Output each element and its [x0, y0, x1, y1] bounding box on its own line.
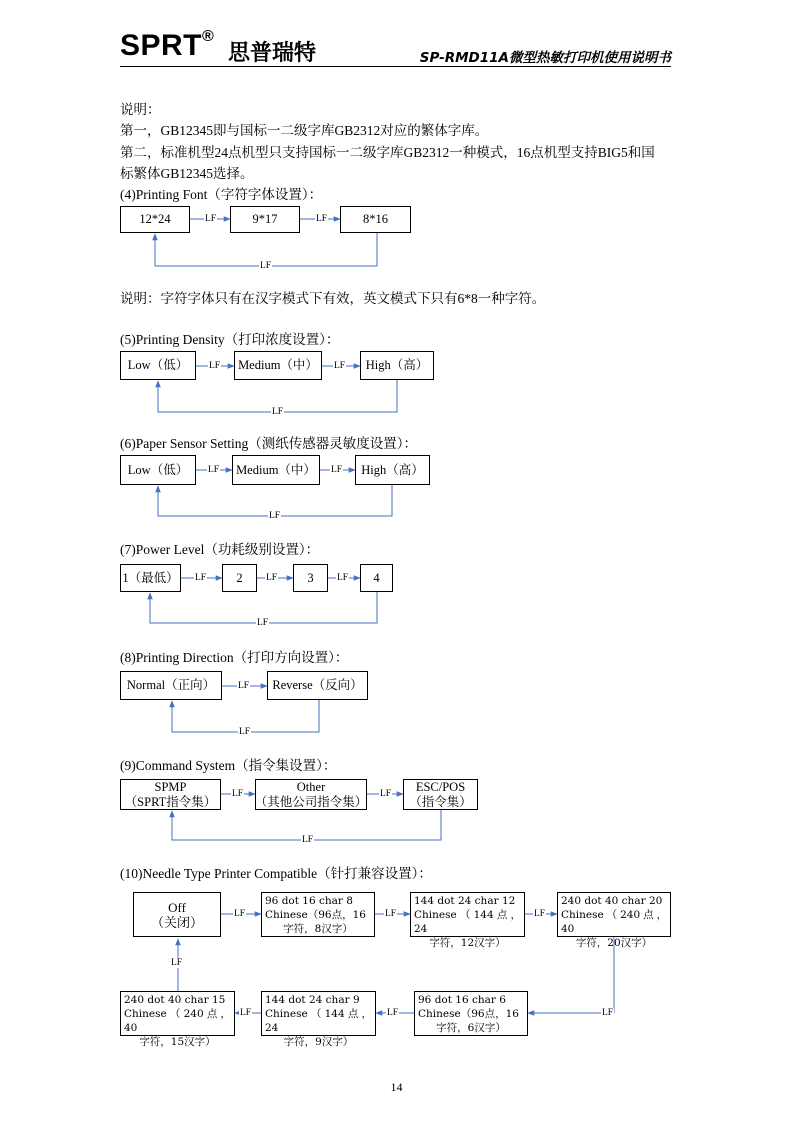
intro-line: 标繁体GB12345选择。	[120, 166, 254, 181]
sensor-option-low: Low（低）	[120, 455, 196, 485]
box-line: 字符，15汉字）	[139, 1036, 216, 1048]
lf-label: LF	[239, 727, 251, 737]
lf-label: LF	[602, 1008, 614, 1018]
box-line: （SPRT指令集）	[124, 794, 217, 809]
section-title-printing-font: (4)Printing Font（字符字体设置）：	[120, 187, 323, 202]
power-option-4: 4	[360, 564, 393, 592]
lf-label: LF	[534, 909, 546, 919]
needle-option-96dot-6	[414, 991, 528, 1036]
sensor-option-medium: Medium（中）	[232, 455, 320, 485]
section-title-printing-direction: (8)Printing Direction（打印方向设置）：	[120, 650, 349, 665]
box-line: SPMP	[154, 779, 187, 794]
needle-option-144dot-9	[261, 991, 376, 1048]
lf-label: LF	[380, 789, 392, 799]
box-line: 144 dot 24 char 9	[265, 994, 360, 1006]
power-option-3: 3	[293, 564, 328, 592]
density-option-medium: Medium（中）	[234, 351, 322, 380]
section-title-command-system: (9)Command System（指令集设置）：	[120, 758, 337, 773]
needle-option-96dot-8	[261, 892, 375, 937]
direction-option-reverse: Reverse（反向）	[267, 671, 368, 700]
section-title-needle-compatible: (10)Needle Type Printer Compatible（针打兼容设置）：	[120, 866, 432, 881]
lf-label: LF	[232, 789, 244, 799]
box-line: Other	[296, 779, 326, 794]
lf-label: LF	[208, 465, 220, 475]
intro-heading: 说明：	[120, 102, 161, 117]
lf-label: LF	[209, 361, 221, 371]
section-title-printing-density: (5)Printing Density（打印浓度设置）：	[120, 332, 340, 347]
lf-label: LF	[269, 511, 281, 521]
lf-label: LF	[316, 214, 328, 224]
box-line: 96 dot 16 char 6	[418, 994, 506, 1006]
section-title-paper-sensor: (6)Paper Sensor Setting（测纸传感器灵敏度设置）：	[120, 436, 417, 451]
section-title-power-level: (7)Power Level（功耗级别设置）：	[120, 542, 320, 557]
needle-option-240dot-15	[120, 991, 235, 1048]
box-line: 240 dot 40 char 20	[561, 895, 663, 907]
document-title: SP-RMD11A微型热敏打印机使用说明书	[419, 50, 671, 66]
lf-label: LF	[334, 361, 346, 371]
command-option-other	[255, 779, 367, 810]
command-option-spmp	[120, 779, 221, 810]
logo-text: SPRT	[120, 29, 203, 62]
lf-label: LF	[195, 573, 207, 583]
box-line: 96 dot 16 char 8	[265, 895, 353, 907]
box-line: （关闭）	[150, 914, 203, 930]
lf-label: LF	[387, 1008, 399, 1018]
lf-label: LF	[331, 465, 343, 475]
box-line: Chinese（240点，40	[561, 909, 667, 935]
box-line: 240 dot 40 char 15	[124, 994, 226, 1006]
box-line: 字符，12汉字）	[429, 937, 506, 949]
lf-label: LF	[302, 835, 314, 845]
font-option-12x24: 12*24	[120, 206, 190, 233]
sensor-option-high: High（高）	[355, 455, 430, 485]
registered-mark: ®	[202, 28, 215, 45]
box-line: ESC/POS	[415, 779, 466, 794]
power-option-1: 1（最低）	[120, 564, 181, 592]
lf-label: LF	[260, 261, 272, 271]
box-line: Chinese（240点，40	[124, 1008, 231, 1034]
font-option-9x17: 9*17	[230, 206, 300, 233]
direction-option-normal: Normal（正向）	[120, 671, 222, 700]
box-line: 字符，6汉字）	[436, 1022, 506, 1034]
box-line: Chinese（96点，16	[265, 909, 366, 921]
lf-label: LF	[337, 573, 349, 583]
lf-label: LF	[266, 573, 278, 583]
needle-option-off	[133, 892, 221, 937]
box-line: Chinese（144点，24	[265, 1008, 372, 1034]
intro-line: 第二，标准机型24点机型只支持国标一二级字库GB2312一种模式，16点机型支持BIG5和国	[120, 145, 655, 160]
needle-option-240dot-20	[557, 892, 671, 949]
command-option-escpos	[403, 779, 478, 810]
needle-option-144dot-12	[410, 892, 525, 949]
lf-label: LF	[171, 958, 183, 968]
lf-label: LF	[238, 681, 250, 691]
box-line: Chinese（96点，16	[418, 1008, 519, 1020]
lf-label: LF	[272, 407, 284, 417]
intro-line: 第一，GB12345即与国标一二级字库GB2312对应的繁体字库。	[120, 123, 489, 138]
lf-label: LF	[385, 909, 397, 919]
box-line: （其他公司指令集）	[254, 794, 368, 809]
font-option-8x16: 8*16	[340, 206, 411, 233]
box-line: （指令集）	[409, 794, 472, 809]
lf-label: LF	[240, 1008, 252, 1018]
lf-label: LF	[234, 909, 246, 919]
box-line: Chinese（144点，24	[414, 909, 521, 935]
box-line: 144 dot 24 char 12	[414, 895, 516, 907]
page-number: 14	[390, 1080, 403, 1094]
density-option-low: Low（低）	[120, 351, 196, 380]
power-option-2: 2	[222, 564, 257, 592]
box-line: 字符，9汉字）	[283, 1036, 354, 1048]
brand-chinese-name: 思普瑞特	[228, 41, 317, 66]
density-option-high: High（高）	[360, 351, 434, 380]
font-note: 说明：字符字体只有在汉字模式下有效，英文模式下只有6*8一种字符。	[120, 291, 546, 306]
lf-label: LF	[257, 618, 269, 628]
box-line: Off	[168, 899, 186, 915]
box-line: 字符，20汉字）	[575, 937, 653, 949]
lf-label: LF	[205, 214, 217, 224]
box-line: 字符，8汉字）	[283, 923, 353, 935]
